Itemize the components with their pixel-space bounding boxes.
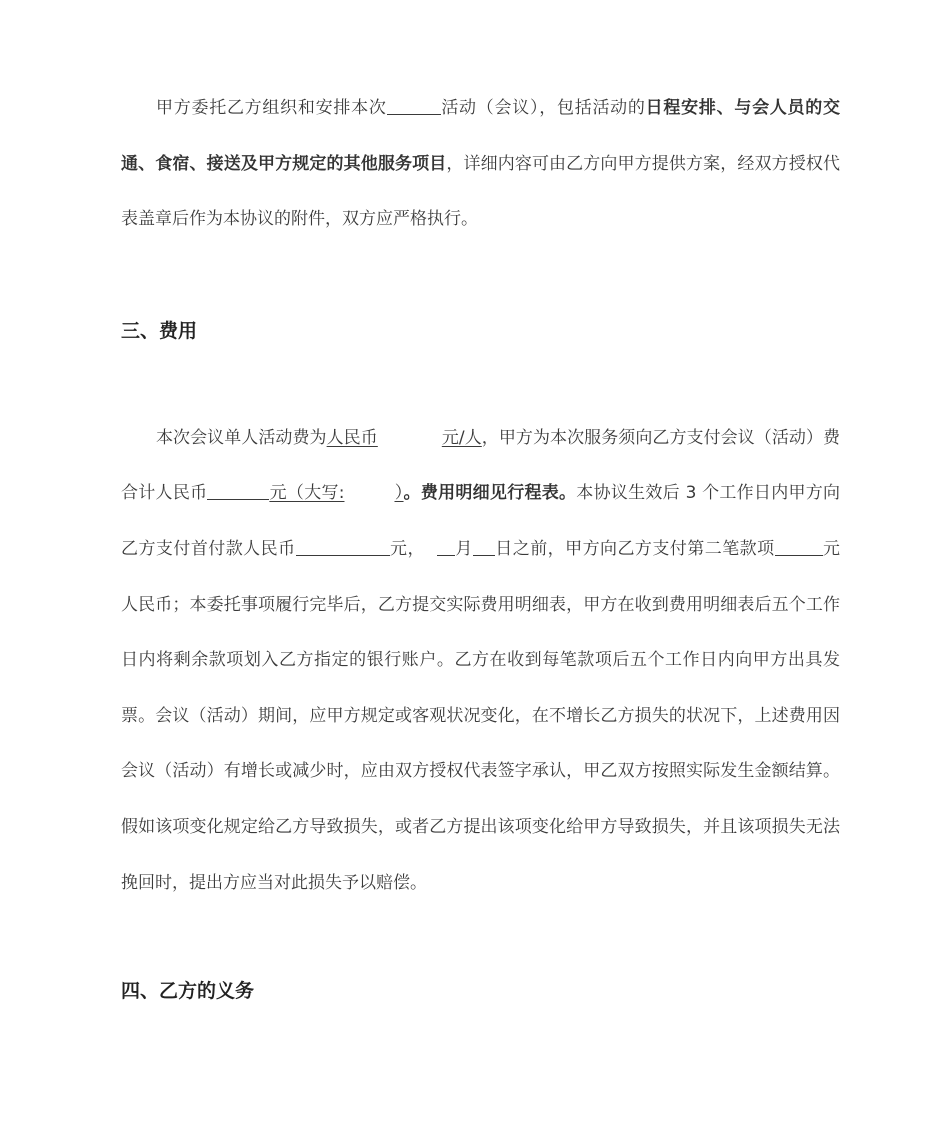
text-segment: 本协议生效后 3 个工作日内甲方向乙方支付首付款人民币 — [121, 483, 841, 559]
text-segment: ，详细内容可由乙方向甲方提供方案，经双方授权代表盖章后作为本协议的附件，双方应严格执行。 — [121, 153, 841, 230]
blank-field — [296, 537, 390, 556]
underlined-text — [269, 483, 403, 503]
paragraph-fees — [121, 411, 840, 911]
paragraph-entrustment — [121, 81, 840, 248]
blank-field — [387, 96, 441, 115]
text-segment: 元， — [389, 538, 425, 559]
blank-field — [473, 537, 495, 556]
underlined-label: 元（大写: — [269, 483, 345, 504]
blank-field — [775, 537, 823, 556]
underlined-text — [327, 428, 482, 448]
blank-field — [437, 537, 455, 556]
text-segment: 甲方委托乙方组织和安排本次 — [156, 98, 387, 118]
underlined-label: 人民币 — [326, 427, 378, 448]
bold-text: 日程安排、与会人员的交通、食宿、接送及甲方规定的其他服务项目 — [121, 98, 841, 174]
text-segment: 活动（会议），包括活动的 — [440, 98, 646, 118]
section-heading-fees: 三、费用 — [121, 319, 198, 342]
text-segment: 本次会议单人活动费为 — [156, 427, 327, 448]
text-segment: 日之前，甲方向乙方支付第二笔款项 — [494, 538, 775, 559]
section-heading-party-b-obligations: 四、乙方的义务 — [121, 980, 255, 1003]
bold-text: 。费用明细见行程表。 — [403, 483, 577, 504]
underlined-label: 元/人 — [441, 427, 482, 448]
text-segment: ，甲方为本次服务须向乙方支付会议（活动）费合计人民币 — [121, 427, 841, 504]
underlined-label: ） — [394, 483, 404, 504]
blank-field — [207, 481, 269, 500]
text-segment: 月 — [454, 538, 473, 559]
text-segment: 元人民币；本委托事项履行完毕后，乙方提交实际费用明细表，甲方在收到费用明细表后五个工作日内将剩余款项划入乙方指定的银行账户。乙方在收到每笔款项后五个工作日内向甲方出具发票。会议（活动）期间，应甲方规定或客观状况变化，在不增长乙方损失的状况下，上述费用因会议（活动）有增长或减少时，应由双方授权代表签字承认，甲乙双方按照实际发生金额结算。假如该项变化规定给乙方导致损失，或者乙方提出该项变化给甲方导致损失，并且该项损失无法挽回时，提出方应当对此损失予以赔偿。 — [121, 538, 841, 893]
